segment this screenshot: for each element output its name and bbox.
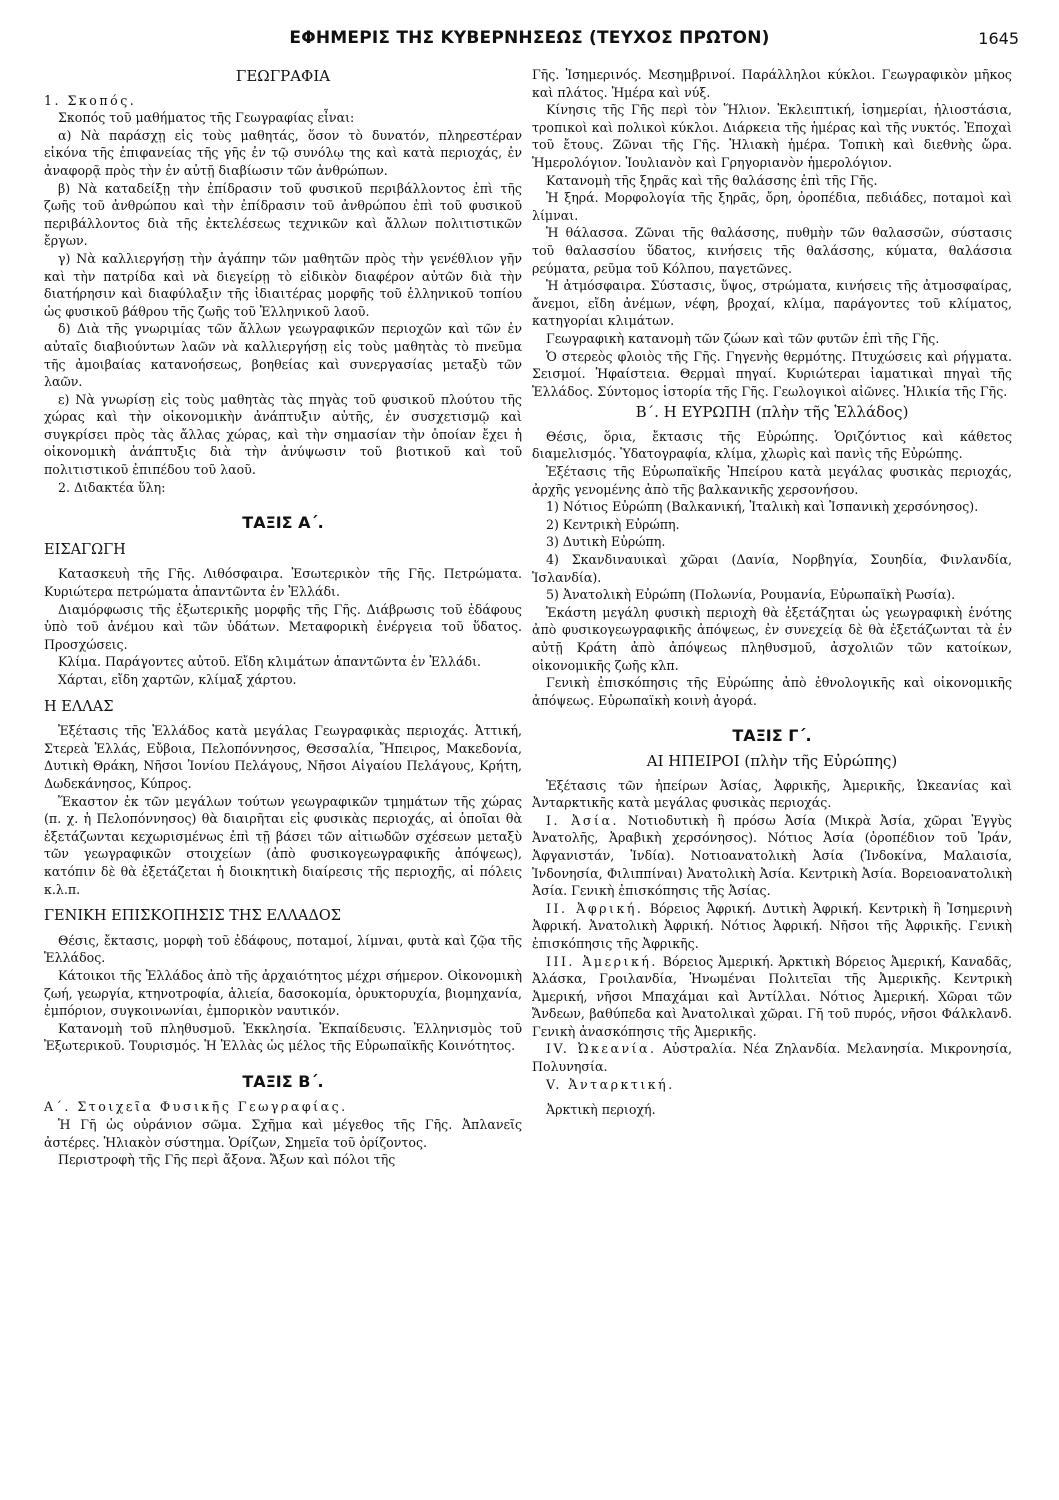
africa-paragraph <box>532 900 1012 953</box>
asia-paragraph <box>532 812 1012 900</box>
list-item: 2) Κεντρικὴ Εὐρώπη. <box>546 516 680 532</box>
gazette-title: ΕΦΗΜΕΡΙΣ ΤΗΣ ΚΥΒΕΡΝΗΣΕΩΣ (ΤΕΥΧΟΣ ΠΡΩΤΟΝ) <box>289 28 770 48</box>
physical-geography-heading: Α΄. Στοιχεῖα Φυσικῆς Γεωγραφίας. <box>44 1099 348 1115</box>
paragraph: Ἐξέτασις τῶν ἠπείρων Ἀσίας, Ἀφρικῆς, Ἀμερικῆς, Ὠκεανίας καὶ Ἀνταρκτικῆς κατὰ μεγάλας φυσικὰς περιοχάς. <box>532 777 1012 811</box>
taxis-g-heading: ΤΑΞΙΣ Γ΄. <box>732 726 812 746</box>
paragraph: δ) Διὰ τῆς γνωριμίας τῶν ἄλλων γεωγραφικῶν περιοχῶν καὶ τῶν ἐν αὐταῖς διαβιούντων λαῶν νὰ καλλιεργήσῃ εἰς τοὺς μαθητὰς τὸ πνεῦμα τῆς ἀμοιβαίας κατανοήσεως, βοηθείας καὶ συνεργασίας μεταξὺ τῶν λαῶν. <box>44 321 522 390</box>
geography-heading: ΓΕΩΓΡΑΦΙΑ <box>235 67 331 85</box>
general-overview-heading: ΓΕΝΙΚΗ ΕΠΙΣΚΟΠΗΣΙΣ ΤΗΣ ΕΛΛΑΔΟΣ <box>44 908 341 925</box>
continents-heading: ΑΙ ΗΠΕΙΡΟΙ (πλὴν τῆς Εὐρώπης) <box>646 751 898 770</box>
oceania-text: Αὐστραλία. Νέα Ζηλανδία. Μελανησία. Μικρονησία, Πολυνησία. <box>532 1041 1012 1075</box>
africa-text: Βόρειος Ἀφρική. Δυτικὴ Ἀφρική. Κεντρικὴ ἢ Ἰσημερινὴ Ἀφρική. Ἀνατολικὴ Ἀφρική. Νότιος Ἀφρική. Νῆσοι τῆς Ἀφρικῆς. Γενικὴ ἐπισκόπησις τῆς Ἀφρικῆς. <box>532 900 1012 951</box>
paragraph: Ὁ στερεὸς φλοιὸς τῆς Γῆς. Γηγενὴς θερμότης. Πτυχώσεις καὶ ρήγματα. Σεισμοί. Ἡφαίστεια. Θερμαὶ πηγαί. Κυριώτεραι ἰαματικαὶ πηγαὶ τῆς Ἑλλάδος. Σύντομος ἱστορία τῆς Γῆς. Γεωλογικοὶ αἰῶνες. Ἡλικία τῆς Γῆς. <box>532 348 1012 399</box>
asia-label: Ι. Ἀσία. <box>546 812 619 828</box>
paragraph: Ἐξέτασις τῆς Εὐρωπαϊκῆς Ἠπείρου κατὰ μεγάλας φυσικὰς περιοχάς, ἀρχῆς γενομένης ἀπὸ τῆς βαλκανικῆς χερσονήσου. <box>532 464 1012 497</box>
asia-text: Νοτιοδυτικὴ ἢ πρόσω Ἀσία (Μικρὰ Ἀσία, χῶραι Ἐγγὺς Ἀνατολῆς, Ἀραβικὴ χερσόνησος). Νότιος Ἀσία (ὀροπέδιον τοῦ Ἰράν, Ἀφγανιστάν, Ἰνδία). Νοτιοανατολικὴ Ἀσία (Ἰνδοκίνα, Μαλαισία, Ἰνδονησία, Φιλιππίναι) Ἀνατολικὴ Ἀσία. Κεντρικὴ Ἀσία. Βορειοανατολικὴ Ἀσία. Γενικὴ ἐπισκόπησις τῆς Ἀσίας. <box>532 812 1012 899</box>
paragraph: Ἐξέτασις τῆς Ἑλλάδος κατὰ μεγάλας Γεωγραφικὰς περιοχάς. Ἀττική, Στερεὰ Ἑλλάς, Εὔβοια, Πελοπόννησος, Θεσσαλία, Ἤπειρος, Μακεδονία, Δυτικὴ Θράκη, Νῆσοι Ἰονίου Πελάγους, Νῆσοι Αἰγαίου Πελάγους, Κρήτη, Δωδεκάνησος, Κύπρος. <box>44 723 522 791</box>
paragraph: Χάρται, εἴδη χαρτῶν, κλίμαξ χάρτου. <box>58 672 297 687</box>
america-label: ΙΙΙ. Ἀμερική. <box>546 953 658 969</box>
paragraph: γ) Νὰ καλλιεργήσῃ τὴν ἀγάπην τῶν μαθητῶν πρὸς τὴν γενέθλιον γῆν καὶ τὴν πατρίδα καὶ νὰ διεγείρῃ τὸ εἰδικὸν διαφέρον αὐτῶν διὰ τὴν διατήρησιν καὶ διαφύλαξιν τῆς ἰδιαιτέρας μορφῆς τοῦ ἑλληνικοῦ τοπίου ὡς φυσικοῦ βάθρου τῆς ζωῆς τοῦ Ἑλληνικοῦ λαοῦ. <box>44 250 522 319</box>
paragraph: Γεωγραφικὴ κατανομὴ τῶν ζώων καὶ τῶν φυτῶν ἐπὶ τῆς Γῆς. <box>546 330 940 346</box>
paragraph: Ἀρκτικὴ περιοχή. <box>546 1102 656 1118</box>
paragraph: α) Νὰ παράσχῃ εἰς τοὺς μαθητάς, ὅσον τὸ δυνατόν, πληρεστέραν εἰκόνα τῆς ἐπιφανείας τῆς γῆς ἐν τῷ συνόλῳ της καὶ κατὰ περιοχάς, ἐν ἀναφορᾷ πρὸς τὴν ἐν αὐτῇ διαβίωσιν τῶν ἀνθρώπων. <box>44 127 522 178</box>
paragraph: Σκοπός τοῦ μαθήματος τῆς Γεωγραφίας εἶναι: <box>58 110 355 126</box>
taxis-a-heading: ΤΑΞΙΣ Α΄. <box>242 513 324 533</box>
page-number: 1645 <box>978 29 1019 48</box>
paragraph: Θέσις, ὅρια, ἔκτασις τῆς Εὐρώπης. Ὁριζόντιος καὶ κάθετος διαμελισμός. Ὑδατογραφία, κλίμα, χλωρὶς καὶ πανὶς τῆς Εὐρώπης. <box>532 428 1012 462</box>
paragraph: Θέσις, ἔκτασις, μορφὴ τοῦ ἐδάφους, ποταμοί, λίμναι, φυτὰ καὶ ζῷα τῆς Ἑλλάδος. <box>44 932 522 966</box>
section-2-label: 2. Διδακτέα ὕλη: <box>58 479 166 495</box>
paragraph: Ἑκάστη μεγάλη φυσικὴ περιοχὴ θὰ ἐξετάζηται ὡς γεωγραφικὴ ἑνότης ἀπὸ φυσικογεωγραφικῆς ἀπόψεως, ἐν συνεχείᾳ δὲ θὰ ἐξετάζωνται τὰ ἐν αὐτῇ Κράτη ἀπὸ ἀπόψεως πληθυσμοῦ, ἀσχολιῶν τῶν κατοίκων, οἰκονομικῆς ζωῆς κλπ. <box>532 604 1012 673</box>
europe-heading: Β΄. Η ΕΥΡΩΠΗ (πλὴν τῆς Ἑλλάδος) <box>635 403 909 422</box>
introduction-heading: ΕΙΣΑΓΩΓΗ <box>44 541 126 558</box>
section-1-label: 1. Σκοπός. <box>44 92 137 108</box>
page-header <box>40 28 1019 54</box>
africa-label: ΙΙ. Ἀφρική. <box>546 900 644 916</box>
paragraph: ε) Νὰ γνωρίσῃ εἰς τοὺς μαθητὰς τὰς πηγὰς τοῦ φυσικοῦ πλούτου τῆς χώρας καὶ τὴν οἰκονομικὴν ἀνάπτυξιν αὐτῆς, ἐν συσχετισμῷ καὶ συγκρίσει πρὸς τὰς ἄλλας χώρας, καὶ τὴν σημασίαν τὴν ὁποίαν ἔχει ἡ οἰκονομικὴ ἀνάπτυξις διὰ τὴν ἀνύψωσιν τοῦ βιοτικοῦ καὶ τοῦ πολιτιστικοῦ ἐπιπέδου τοῦ λαοῦ. <box>44 391 522 478</box>
paragraph: Κίνησις τῆς Γῆς περὶ τὸν Ἥλιον. Ἐκλειπτική, ἰσημερίαι, ἡλιοστάσια, τροπικοὶ καὶ πολικοὶ κύκλοι. Διάρκεια τῆς ἡμέρας καὶ τῆς νυκτός. Ἐποχαὶ τοῦ ἔτους. Ζῶναι τῆς Γῆς. Ἡλιακὴ ἡμέρα. Τοπικὴ καὶ διεθνὴς ὥρα. Ἡμερολόγιον. Ἰουλιανὸν καὶ Γρηγοριανὸν ἡμερολόγιον. <box>532 102 1012 170</box>
paragraph: Ἡ θάλασσα. Ζῶναι τῆς θαλάσσης, πυθμὴν τῶν θαλασσῶν, σύστασις τοῦ θαλασσίου ὕδατος, κινήσεις τῆς θαλάσσης, κύματα, θαλάσσια ρεύματα, ρεῦμα τοῦ Κόλπου, παγετῶνες. <box>532 225 1012 276</box>
paragraph: Ἕκαστον ἐκ τῶν μεγάλων τούτων γεωγραφικῶν τμημάτων τῆς χώρας (π. χ. ἡ Πελοπόννησος) θὰ διαιρῆται εἰς φυσικὰς περιοχάς, αἱ ὁποῖαι θὰ ἐξετάζωνται κεχωρισμένως ἐπὶ τῇ βάσει τῶν αἰτιωδῶν σχέσεων μεταξὺ τῶν γεωγραφικῶν στοιχείων (ἀπὸ φυσικογεωγραφικῆς ἀπόψεως), κατόπιν δὲ θὰ ἐξετάζεται ἡ διοικητικὴ διαίρεσις τῆς περιοχῆς, αἱ πόλεις κ.λ.π. <box>44 793 522 897</box>
paragraph: β) Νὰ καταδείξῃ τὴν ἐπίδρασιν τοῦ φυσικοῦ περιβάλλοντος ἐπὶ τῆς ζωῆς τοῦ ἀνθρώπου καὶ τὴν ἐπίδρασιν τοῦ ἀνθρώπου ἐπὶ τοῦ φυσικοῦ περιβάλλοντος διὰ τῆς ἐκτελέσεως τεχνικῶν καὶ ἄλλων πολιτιστικῶν ἔργων. <box>44 180 522 249</box>
paragraph: Κατανομὴ τοῦ πληθυσμοῦ. Ἐκκλησία. Ἐκπαίδευσις. Ἑλληνισμὸς τοῦ Ἐξωτερικοῦ. Τουρισμός. Ἡ Ἑλλὰς ὡς μέλος τῆς Εὐρωπαϊκῆς Κοινότητος. <box>44 1020 522 1054</box>
greece-heading: Η ΕΛΛΑΣ <box>44 698 114 715</box>
paragraph: Γῆς. Ἰσημερινός. Μεσημβρινοί. Παράλληλοι κύκλοι. Γεωγραφικὸν μῆκος καὶ πλάτος. Ἡμέρα καὶ νύξ. <box>532 67 1012 100</box>
list-item: 4) Σκανδιναυικαὶ χῶραι (Δανία, Νορβηγία, Σουηδία, Φινλανδία, Ἰσλανδία). <box>532 552 1012 585</box>
taxis-b-heading: ΤΑΞΙΣ Β΄. <box>242 1071 324 1091</box>
america-text: Βόρειος Ἀμερική. Ἀρκτικὴ Βόρειος Ἀμερική, Καναδᾶς, Ἀλάσκα, Γροιλανδία, Ἡνωμέναι Πολιτεῖαι τῆς Ἀμερικῆς. Κεντρικὴ Ἀμερική, νῆσοι Μπαχάμαι καὶ Ἀντίλλαι. Νότιος Ἀμερική. Χῶραι τῶν Ἄνδεων, βαθύπεδα καὶ Ἀνατολικαὶ χῶραι. Γῆ τοῦ πυρός, νῆσοι Φάλκλανδ. Γενικὴ ἀνασκόπησις τῆς Ἀμερικῆς. <box>532 953 1013 1039</box>
list-item: 1) Νότιος Εὐρώπη (Βαλκανική, Ἰταλικὴ καὶ Ἰσπανικὴ χερσόνησος). <box>546 499 979 515</box>
paragraph: Διαμόρφωσις τῆς ἐξωτερικῆς μορφῆς τῆς Γῆς. Διάβρωσις τοῦ ἐδάφους ὑπὸ τοῦ ἀνέμου καὶ τῶν ὑδάτων. Μεταφορικὴ ἐνέργεια τοῦ ὕδατος. Προσχώσεις. <box>44 601 522 652</box>
paragraph: Γενικὴ ἐπισκόπησις τῆς Εὐρώπης ἀπὸ ἐθνολογικῆς καὶ οἰκονομικῆς ἀπόψεως. Εὐρωπαϊκὴ κοινὴ ἀγορά. <box>532 675 1012 708</box>
america-paragraph <box>532 953 1012 1041</box>
left-column <box>44 64 522 1169</box>
paragraph: Ἡ ἀτμόσφαιρα. Σύστασις, ὕψος, στρώματα, κινήσεις τῆς ἀτμοσφαίρας, ἄνεμοι, εἴδη ἀνέμων, νέφη, βροχαί, κλίμα, παράγοντες τοῦ κλίματος, κατηγορίαι κλιμάτων. <box>532 278 1012 329</box>
paragraph: Κλίμα. Παράγοντες αὐτοῦ. Εἴδη κλιμάτων ἀπαντῶντα ἐν Ἑλλάδι. <box>58 654 482 670</box>
paragraph: Ἡ ξηρά. Μορφολογία τῆς ξηρᾶς, ὄρη, ὀροπέδια, πεδιάδες, ποταμοὶ καὶ λίμναι. <box>532 190 1012 223</box>
paragraph: Κάτοικοι τῆς Ἑλλάδος ἀπὸ τῆς ἀρχαιότητος μέχρι σήμερον. Οἰκονομικὴ ζωή, γεωργία, κτηνοτροφία, ἁλιεία, δασοκομία, ὀρυκτορυχία, βιομηχανία, ἐμπόριον, συγκοινωνίαι, ἐμπορικὸν ναυτικόν. <box>44 967 522 1019</box>
list-item: 3) Δυτικὴ Εὐρώπη. <box>546 534 666 550</box>
oceania-paragraph <box>532 1040 1012 1075</box>
right-column <box>532 66 1012 1119</box>
paragraph: Περιστροφὴ τῆς Γῆς περὶ ἄξονα. Ἄξων καὶ πόλοι τῆς <box>58 1152 396 1168</box>
antarctica-label: V. Ἀνταρκτική. <box>546 1076 675 1092</box>
paragraph: Ἡ Γῆ ὡς οὐράνιον σῶμα. Σχῆμα καὶ μέγεθος τῆς Γῆς. Ἀπλανεῖς ἀστέρες. Ἡλιακὸν σύστημα. Ὁρίζων, Σημεῖα τοῦ ὁρίζοντος. <box>44 1117 522 1150</box>
paragraph: Κατασκευὴ τῆς Γῆς. Λιθόσφαιρα. Ἐσωτερικὸν τῆς Γῆς. Πετρώματα. Κυριώτερα πετρώματα ἀπαντῶντα ἐν Ἑλλάδι. <box>44 566 522 600</box>
list-item: 5) Ἀνατολικὴ Εὐρώπη (Πολωνία, Ρουμανία, Εὐρωπαϊκὴ Ρωσία). <box>546 587 956 603</box>
oceania-label: IV. Ὠκεανία. <box>546 1041 657 1057</box>
paragraph: Κατανομὴ τῆς ξηρᾶς καὶ τῆς θαλάσσης ἐπὶ τῆς Γῆς. <box>546 172 878 188</box>
